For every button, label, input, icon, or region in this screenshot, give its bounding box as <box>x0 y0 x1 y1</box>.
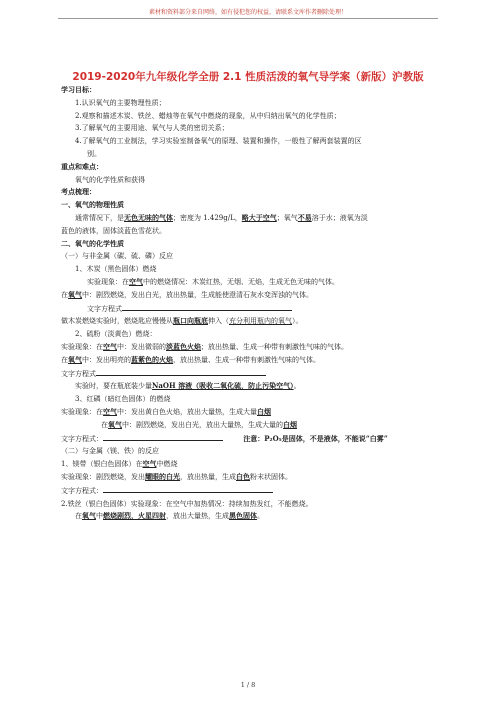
text: 伸入（ <box>208 317 229 326</box>
text: 实验现象：在 <box>61 407 103 416</box>
answer-blank[interactable] <box>96 367 266 376</box>
text: 中：剧烈燃烧，发出白光，放出热量，生成能使澄清石灰水变浑浊的气体。 <box>82 290 313 299</box>
sulfur-air-observation <box>61 341 441 354</box>
text: 中：发出微弱的 <box>117 342 166 351</box>
section-heading-physical: 一、氧气的物理性质 <box>61 200 124 210</box>
text: 中 <box>96 512 103 521</box>
physical-properties-line-2: 蓝色的液体，固体淡蓝色雪花状。 <box>61 226 166 235</box>
text: 中燃烧 <box>156 460 178 469</box>
subsection-metal: （二）与金属（镁、铁）的反应 <box>61 447 159 456</box>
text-emphasis: 白烟 <box>283 419 297 429</box>
text-emphasis: 空气 <box>142 459 157 469</box>
text: 在 <box>61 290 68 299</box>
text-emphasis: 燃烧剧烈，火星四射 <box>103 511 166 521</box>
document-body <box>61 84 441 523</box>
text-emphasis: 空气 <box>103 406 117 416</box>
text-emphasis: 白色 <box>236 471 250 481</box>
text-emphasis: 白烟 <box>257 406 271 416</box>
magnesium-observation <box>61 471 441 484</box>
text: 在 <box>75 512 82 521</box>
key-heading: 重点和难点： <box>61 161 103 171</box>
text-emphasis: 空气 <box>103 341 117 351</box>
text: ，放出热量、生成一种带有刺激性气味的气体。 <box>173 355 320 364</box>
phosphorus-title: 3、红磷（暗红色固体）的燃烧 <box>75 395 171 404</box>
text: ，放出热量，生成 <box>180 472 236 481</box>
answer-blank[interactable] <box>103 484 273 493</box>
objective-item: 4.了解氧气的工业制法，学习实验室制备氧气的原理、装置和操作，一般性了解两套装置的区 <box>75 137 362 146</box>
text: 中的燃烧情况：木炭红热，无烟、无焰，生成无色无味的气体。 <box>143 277 339 286</box>
text: 做木炭燃烧实验时，燃烧匙应慢慢从 <box>61 317 173 326</box>
text: 中：发出明亮的 <box>82 355 131 364</box>
text: ；氧气 <box>276 213 298 222</box>
phosphorus-note: 注意：P₂O₅是固体，不是液体，不能说“白雾” <box>243 433 388 443</box>
sulfur-equation-line <box>61 367 441 381</box>
phosphorus-equation-line <box>61 432 441 446</box>
text: 。 <box>293 382 301 391</box>
text-emphasis: 蓝紫色的火焰 <box>131 354 173 364</box>
review-heading: 考点梳理： <box>61 187 96 197</box>
phosphorus-air-observation <box>61 406 441 419</box>
text: ；放出热量、生成一种带有刺激性气味的气体。 <box>201 342 348 351</box>
physical-properties-line <box>61 212 441 225</box>
carbon-air-observation <box>61 276 441 289</box>
text-underlined: 充分利用瓶内的氧气 <box>229 317 292 326</box>
text: ，放出大量热，生成 <box>166 512 229 521</box>
text-emphasis: 氧气 <box>68 289 82 299</box>
text-emphasis: 耀眼的白光 <box>145 471 180 481</box>
carbon-equation-line <box>61 302 441 316</box>
iron-air-observation: 2.铁丝（银白色固体）实验现象：在空气中加热情况：持续加热发红，不能燃烧。 <box>61 499 313 508</box>
answer-blank[interactable] <box>122 302 292 311</box>
page-number: 1 / 8 <box>240 681 256 689</box>
answer-blank[interactable] <box>103 432 223 441</box>
text: 实验时，要在瓶底装少量 <box>75 382 152 391</box>
text: 中：剧烈燃烧，发出白光，放出大量热，生成大量的 <box>122 420 283 429</box>
text: 在 <box>61 355 68 364</box>
objective-item: 3.了解氧气的主要用途、氧气与人类的密切关系； <box>75 124 229 133</box>
text: ；密度为 1.429g/L， <box>173 213 242 222</box>
text: 实验现象：在 <box>87 277 129 286</box>
text: 通常情况下，是 <box>75 213 124 222</box>
magnesium-equation-line <box>61 484 441 498</box>
subsection-nonmetal: （一）与非金属（碳、硫、磷）反应 <box>61 252 173 261</box>
phosphorus-oxygen-observation <box>61 419 441 432</box>
text: 实验现象：在 <box>61 342 103 351</box>
text: ）。 <box>292 317 303 326</box>
text: 1、镁带（银白色固体）在 <box>61 460 143 469</box>
text-emphasis: 淡蓝色火焰 <box>166 341 201 351</box>
text: 。 <box>257 512 264 521</box>
iron-oxygen-observation <box>61 510 441 523</box>
text-emphasis: 不易 <box>297 212 312 222</box>
section-heading-chemical: 二、氧气的化学性质 <box>61 238 124 248</box>
objectives-heading: 学习目标： <box>61 85 96 94</box>
magnesium-title <box>61 458 441 471</box>
text-emphasis: 瓶口向瓶底 <box>173 316 208 326</box>
document-title: 2019-2020年九年级化学全册 2.1 性质活泼的氧气导学案（新版）沪教版 <box>72 71 424 83</box>
text-emphasis: 氧气 <box>68 354 82 364</box>
text-emphasis: 氧气 <box>108 419 122 429</box>
header-divider <box>58 18 438 19</box>
carbon-title: 1、木炭（黑色固体）燃烧 <box>75 265 157 274</box>
carbon-experiment-note <box>61 315 441 328</box>
text-emphasis: 黑色固体 <box>229 511 257 521</box>
text: 中：发出黄白色火焰，放出大量热，生成大量 <box>117 407 257 416</box>
sulfur-experiment-note <box>61 380 441 393</box>
text: 溶于水；液氧为淡 <box>311 213 368 222</box>
sulfur-title: 2、硫粉（淡黄色）燃烧： <box>75 330 157 339</box>
carbon-oxygen-observation <box>61 289 441 302</box>
equation-label: 文字方程式： <box>61 434 103 443</box>
text-emphasis: 氧气 <box>82 511 96 521</box>
text: 在 <box>101 420 108 429</box>
equation-label: 文字方程式 <box>87 304 122 313</box>
objective-item: 2.观察和描述木炭、铁丝、蜡烛等在氧气中燃烧的现象，从中归纳出氧气的化学性质； <box>75 111 341 120</box>
objective-item: 1.认识氧气的主要物理性质； <box>75 98 166 107</box>
objective-item-continued: 别。 <box>87 149 101 158</box>
key-text: 氧气的化学性质和获得 <box>75 175 145 184</box>
equation-label: 文字方程式 <box>61 369 96 378</box>
text: 实验现象：剧烈燃烧，发出 <box>61 472 145 481</box>
text-emphasis: 无色无味的气体 <box>124 212 173 222</box>
text-emphasis: 空气 <box>129 276 143 286</box>
text: 粉末状固体。 <box>250 472 292 481</box>
equation-label: 文字方程式： <box>61 486 103 495</box>
text-emphasis: 略大于空气 <box>241 212 277 222</box>
sulfur-oxygen-observation <box>61 354 441 367</box>
text-emphasis: NaOH 溶液（吸收二氧化硫，防止污染空气） <box>152 381 294 391</box>
header-note: 素材和资料部分来自网络，如有侵犯您的权益，请联系文库作者删除处理！ <box>148 9 347 16</box>
